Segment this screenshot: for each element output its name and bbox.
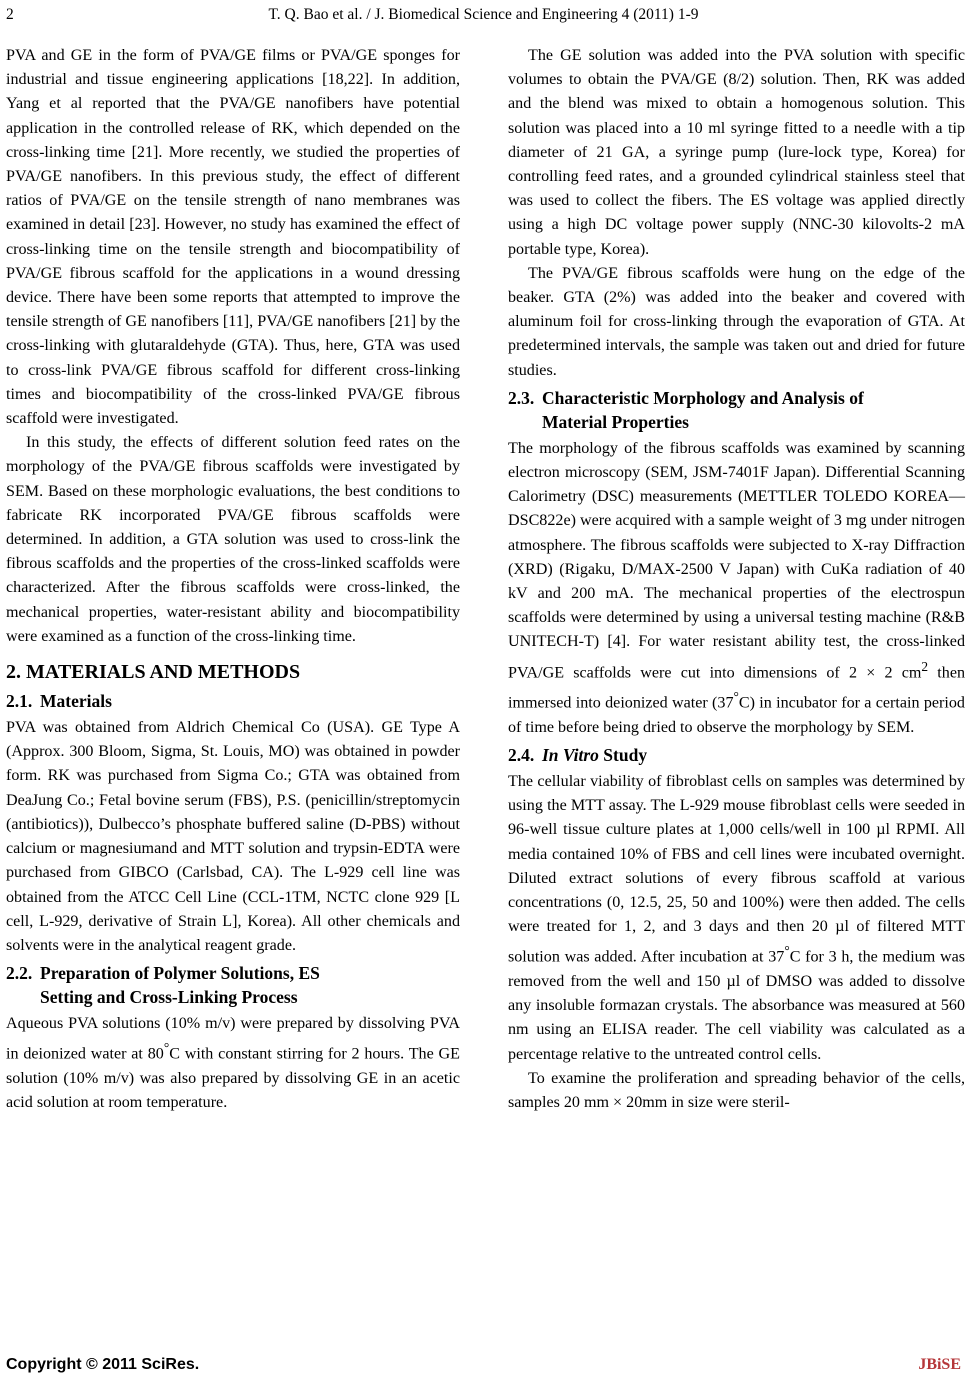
subsection-title-line2: Setting and Cross-Linking Process (40, 987, 298, 1008)
page-number: 2 (6, 6, 14, 23)
copyright-notice: Copyright © 2011 SciRes. (6, 1356, 200, 1373)
subsection-title: Study (598, 745, 648, 765)
degree-sign: ° (733, 689, 739, 705)
text-run: Aqueous PVA solutions (10% m/v) were prepared by dissolving PVA in deionized water at 80 (6, 1015, 460, 1063)
page-footer (0, 1356, 967, 1380)
subsection-heading (508, 386, 965, 434)
subsection-title-italic: In Vitro (542, 745, 599, 765)
subsection-heading (6, 689, 460, 713)
text-run: C with constant stirring for 2 hours. The GE solution (10% m/v) was also prepared by dissolving GE in an acetic acid solution at room temperature. (6, 1045, 460, 1112)
text-run: The cellular viability of fibroblast cells on samples was determined by using the MTT assay. The L-929 mouse fibroblast cells were seeded in 96-well tissue culture plates at 1,000 cells/well in 100 µl RPMI. All media contained 10% of FBS and cell lines were incubated overnight. Diluted extract solutions of every fibrous scaffold at various concentrations (0, 12.5, 25, 50 and 100%) were then added. The cells were treated for 1, 2, and 3 days and then 20 µl of filtered MTT solution was added. After incubation at 37 (508, 773, 965, 966)
paragraph (508, 437, 965, 740)
paragraph (6, 1012, 460, 1115)
subsection-title-line1: Preparation of Polymer Solutions, ES (40, 963, 320, 984)
paragraph: The PVA/GE fibrous scaffolds were hung on the edge of the beaker. GTA (2%) was added into the beaker and covered with aluminum foil for cross-linking through the evaporation of GTA. At predetermined intervals, the sample was taken out and dried for future studies. (508, 264, 965, 379)
subsection-title-line1: Characteristic Morphology and Analysis of (542, 387, 864, 408)
superscript: 2 (921, 658, 929, 674)
section-heading: 2. MATERIALS AND METHODS (6, 661, 301, 684)
journal-logo: JBiSE (918, 1356, 961, 1373)
paragraph: To examine the proliferation and spreading behavior of the cells, samples 20 mm × 20mm in size were steril- (508, 1069, 965, 1111)
text-run: C for 3 h, the medium was removed from the well and 150 µl of DMSO was added to dissolve any insoluble formazan crystals. The absorbance was measured at 560 nm using an ELISA reader. The cell viability was calculated as a percentage relative to the untreated control cells. (508, 948, 965, 1063)
right-column (508, 44, 965, 1115)
paragraph: The GE solution was added into the PVA solution with specific volumes to obtain the PVA/GE (8/2) solution. Then, RK was added and the blend was mixed to obtain a homogenous solution. This solution was placed into a 10 ml syringe fitted to a needle with a tip diameter of 21 GA, a syringe pump (lure-lock type, Korea) for controlling feed rates, and a grounded cylindrical stainless steel that was used to collect the fibers. The ES voltage was applied directly using a high DC voltage power supply (NNC-30 kilovolts-2 mA portable type, Korea). (508, 47, 965, 258)
subsection-number: 2.4. (508, 745, 535, 765)
subsection-heading (508, 743, 965, 767)
degree-sign: ° (784, 943, 790, 959)
subsection-number: 2.2. (6, 963, 33, 984)
subsection-title: Materials (40, 691, 112, 712)
degree-sign: ° (163, 1040, 170, 1056)
running-head: T. Q. Bao et al. / J. Biomedical Science and Engineering 4 (2011) 1-9 (268, 6, 699, 23)
subsection-heading (6, 961, 460, 1009)
subsection-number: 2.3. (508, 387, 535, 408)
subsection-title-line2: Material Properties (542, 411, 689, 432)
left-column (6, 44, 460, 1115)
subsection-number: 2.1. (6, 691, 33, 712)
text-run: C) in incubator for a certain period of time before being dried to observe the morphology by SEM. (508, 694, 965, 736)
paragraph: PVA was obtained from Aldrich Chemical Co (USA). GE Type A (Approx. 300 Bloom, Sigma, St. Louis, MO) was obtained in powder form. RK was purchased from Sigma Co.; GTA was obtained from DeaJung Co.; Fetal bovine serum (FBS), P.S. (penicillin/streptomycin (antibiotics)), Dulbecco’s phosphate buffered saline (D-PBS) without calcium or magnesiumand and MTT solution and trypsin-EDTA were purchased from GIBCO (Carlsbad, CA). The L-929 cell line was obtained from the ATCC Cell Line (CCL-1TM, NCTC clone 929 [L cell, L-929, derivative of Strain L], Korea). All other chemicals and solvents were in the analytical reagent grade. (6, 719, 460, 954)
paragraph: In this study, the effects of different solution feed rates on the morphology of the PVA/GE fibrous scaffolds were investigated by SEM. Based on these morphologic evaluations, the best conditions to fabricate RK incorporated PVA/GE fibrous scaffolds were determined. In addition, a GTA solution was used to cross-link the fibrous scaffolds and the properties of the cross-linked scaffolds were characterized. After the fibrous scaffolds were cross-linked, the mechanical properties, water-resistant ability and biocompatibility were examined as a function of the cross-linking time. (6, 434, 460, 645)
text-run: The morphology of the fibrous scaffolds was examined by scanning electron microscopy (SEM, JSM-7401F Japan). Differential Scanning Calorimetry (DSC) measurements (METTLER TOLEDO KOREA—DSC822e) were acquired with a sample weight of 3 mg under nitrogen atmosphere. The fibrous scaffolds were subjected to X-ray Diffraction (XRD) (Rigaku, D/MAX-2500 V Japan) with CuKa radiation of 40 kV and 200 mA. The mechanical properties of the electrospun scaffolds were determined by using a universal testing machine (R&B UNITECH-T) [4]. For water resistant ability test, the cross-linked PVA/GE scaffolds were cut into dimensions of 2 × 2 cm (508, 439, 965, 682)
paragraph (508, 770, 965, 1067)
text-run: then immersed into deionized water (37 (508, 664, 966, 712)
paragraph: PVA and GE in the form of PVA/GE films or PVA/GE sponges for industrial and tissue engineering applications [18,22]. In addition, Yang et al reported that the PVA/GE nanofibers have potential application in the controlled release of RK, which depended on the cross-linking time [21]. More recently, we studied the properties of PVA/GE nanofibers. In this previous study, the effect of different ratios of PVA/GE on the tensile strength of nano membranes was examined in detail [23]. However, no study has examined the effect of cross-linking time on the tensile strength and biocompatibility of PVA/GE fibrous scaffold for the applications in a wound dressing device. There have been some reports that attempted to improve the tensile strength of GE nanofibers [11], PVA/GE nanofibers [21] by the cross-linking with glutaraldehyde (GTA). Thus, here, GTA was used to cross-link PVA/GE fibrous scaffold for different cross-linking times and biocompatibility of the cross-linked PVA/GE fibrous scaffold were investigated. (6, 47, 460, 428)
page-header (0, 6, 967, 28)
